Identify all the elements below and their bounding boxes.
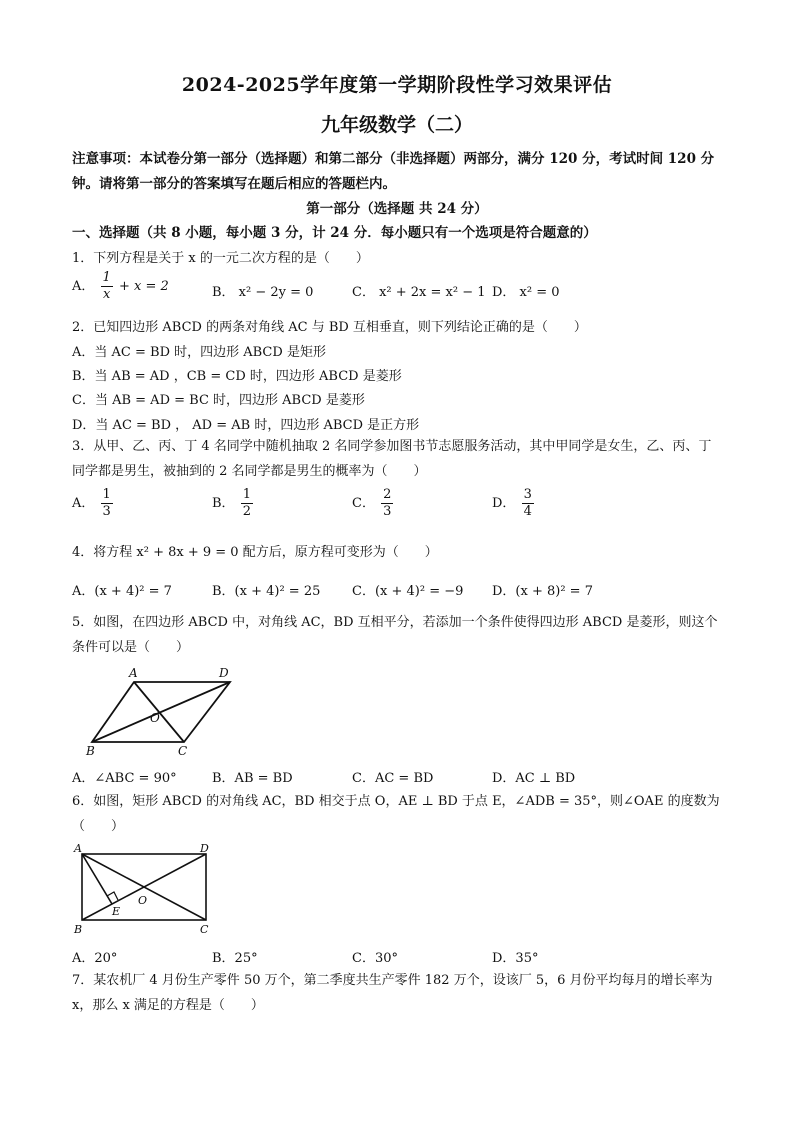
q5-option-d: D．AC ⊥ BD xyxy=(492,771,576,786)
q1-option-a-numerator: 1 xyxy=(102,270,111,285)
q3-option-d-fraction xyxy=(522,487,534,520)
q2-option-c: C．当 AB = AD = BC 时，四边形 ABCD 是菱形 xyxy=(72,393,365,408)
q1-stem: 1．下列方程是关于 x 的一元二次方程的是（ ） xyxy=(72,251,369,266)
q1-option-a-label: A． xyxy=(72,279,95,294)
q5-option-b: B．AB = BD xyxy=(212,771,293,786)
q3-option-b-denominator: 2 xyxy=(242,504,251,519)
q2-option-d: D．当 AC = BD ， AD = AB 时，四边形 ABCD 是正方形 xyxy=(72,418,420,433)
exam-notice: 注意事项：本试卷分第一部分（选择题）和第二部分（非选择题）两部分，满分 120 分，考试时间 120 分钟。请将第一部分的答案填写在题后相应的答题栏内。 xyxy=(72,151,715,192)
q3-option-b xyxy=(212,487,255,520)
q4-stem: 4．将方程 x² + 8x + 9 = 0 配方后，原方程可变形为（ ） xyxy=(72,545,438,560)
q2-option-a: A．当 AC = BD 时，四边形 ABCD 是矩形 xyxy=(72,345,326,360)
q3-option-d xyxy=(492,487,536,520)
q5-option-a: A．∠ABC = 90° xyxy=(72,771,177,786)
q3-option-c-numerator: 2 xyxy=(383,487,392,502)
q3-option-a xyxy=(72,487,115,520)
q1-option-a-fraction xyxy=(101,270,113,303)
q3-option-d-denominator: 4 xyxy=(523,504,532,519)
q5-label-o: O xyxy=(150,711,160,725)
q3-option-b-fraction xyxy=(241,487,253,520)
q6-label-c: C xyxy=(200,923,209,936)
q5-parallelogram-figure xyxy=(84,664,244,756)
q3-option-a-fraction xyxy=(101,487,113,520)
q3-option-a-denominator: 3 xyxy=(102,504,111,519)
q3-option-b-label: B． xyxy=(212,496,235,511)
q6-label-b: B xyxy=(74,923,83,936)
exam-title: 2024-2025学年度第一学期阶段性学习效果评估 xyxy=(181,74,613,96)
part1-heading: 第一部分（选择题 共 24 分） xyxy=(306,201,488,217)
q5-option-c: C．AC = BD xyxy=(352,771,434,786)
q6-label-o: O xyxy=(138,894,148,907)
q6-label-e: E xyxy=(112,905,121,918)
q6-option-d: D．35° xyxy=(492,951,539,966)
section1-heading: 一、选择题（共 8 小题，每小题 3 分，计 24 分．每小题只有一个选项是符合题意的） xyxy=(72,225,597,241)
q3-option-c xyxy=(352,487,395,520)
q5-label-b: B xyxy=(86,744,95,756)
q3-option-b-numerator: 1 xyxy=(242,487,251,502)
q3-option-d-numerator: 3 xyxy=(523,487,532,502)
q5-stem: 5．如图，在四边形 ABCD 中，对角线 AC，BD 互相平分，若添加一个条件使得四边形 ABCD 是菱形，则这个条件可以是（ ） xyxy=(72,615,718,655)
q2-stem: 2．已知四边形 ABCD 的两条对角线 AC 与 BD 互相垂直，则下列结论正确的是（ ） xyxy=(72,320,587,335)
q1-option-a xyxy=(72,270,169,303)
exam-subtitle: 九年级数学（二） xyxy=(320,114,473,136)
q5-label-d: D xyxy=(219,666,229,680)
q3-option-c-denominator: 3 xyxy=(383,504,392,519)
q4-option-d: D．(x + 8)² = 7 xyxy=(492,584,593,599)
q7-stem: 7．某农机厂 4 月份生产零件 50 万个，第二季度共生产零件 182 万个，设该厂 5，6 月份平均每月的增长率为 x，那么 x 满足的方程是（ ） xyxy=(72,973,713,1013)
q3-option-c-fraction xyxy=(381,487,393,520)
q5-label-a: A xyxy=(129,666,138,680)
q6-option-a: A．20° xyxy=(72,951,118,966)
q6-option-b: B．25° xyxy=(212,951,258,966)
q1-option-b: B． x² − 2y = 0 xyxy=(212,285,314,300)
q6-label-d: D xyxy=(200,842,209,855)
q3-stem: 3．从甲、乙、丙、丁 4 名同学中随机抽取 2 名同学参加图书节志愿服务活动，其中甲同学是女生，乙、丙、丁同学都是男生，被抽到的 2 名同学都是男生的概率为（ ） xyxy=(72,439,712,479)
q3-option-c-label: C． xyxy=(352,496,375,511)
q4-option-c: C．(x + 4)² = −9 xyxy=(352,584,464,599)
q4-option-b: B．(x + 4)² = 25 xyxy=(212,584,321,599)
q2-option-b: B．当 AB = AD ，CB = CD 时，四边形 ABCD 是菱形 xyxy=(72,369,402,384)
q3-option-d-label: D． xyxy=(492,496,516,511)
q1-option-d: D． x² = 0 xyxy=(492,285,560,300)
q1-option-a-rest: + x = 2 xyxy=(118,279,169,294)
q6-rectangle-figure xyxy=(72,842,220,936)
q6-stem: 6．如图，矩形 ABCD 的对角线 AC，BD 相交于点 O，AE ⊥ BD 于点 E，∠ADB = 35°，则∠OAE 的度数为（ ） xyxy=(72,794,720,834)
q5-label-c: C xyxy=(178,744,188,756)
q1-option-a-denominator: x xyxy=(103,287,111,302)
q6-option-c: C．30° xyxy=(352,951,398,966)
q1-option-c: C． x² + 2x = x² − 1 xyxy=(352,285,486,300)
q6-label-a: A xyxy=(74,842,82,855)
q3-option-a-numerator: 1 xyxy=(102,487,111,502)
q4-option-a: A．(x + 4)² = 7 xyxy=(72,584,172,599)
q3-option-a-label: A． xyxy=(72,496,95,511)
